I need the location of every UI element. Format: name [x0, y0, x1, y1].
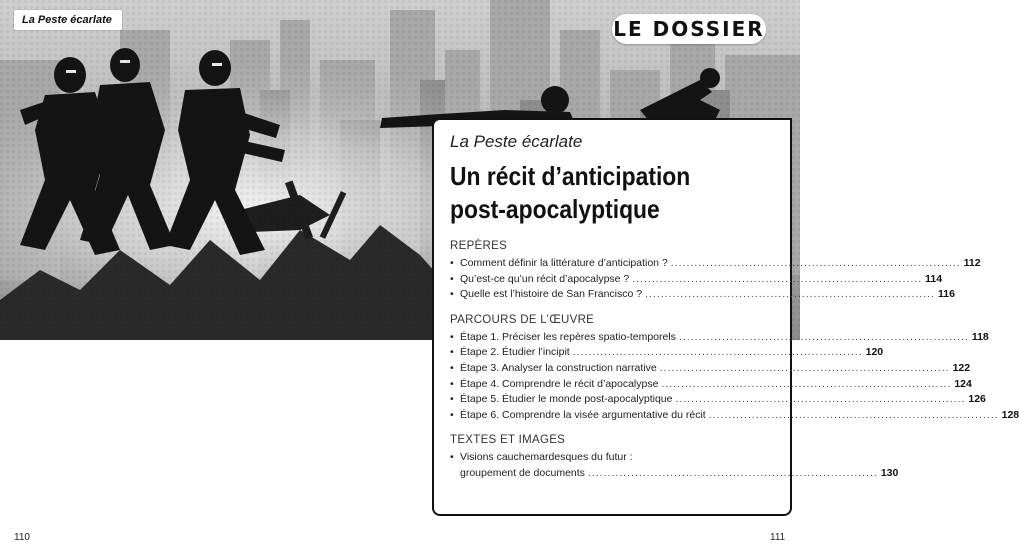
toc-item-page: 116	[937, 288, 955, 301]
section-heading: REPÈRES	[450, 240, 508, 252]
dot-leader: ..........................................................................	[632, 272, 923, 285]
bullet-icon: •	[450, 257, 454, 269]
toc-item-page: 118	[971, 330, 989, 343]
bullet-icon: •	[450, 377, 454, 390]
bullet-icon: •	[450, 361, 454, 374]
dot-leader: ..........................................................................	[670, 257, 961, 269]
dot-leader: ..........................................................................	[645, 288, 935, 301]
panel-title-line-1: Un récit d’anticipation	[450, 161, 691, 191]
section-parcours	[450, 313, 1019, 424]
toc-item-label: Étape 5. Étudier le monde post-apocalyptique	[460, 393, 673, 406]
bullet-icon: •	[450, 408, 454, 421]
toc-item[interactable]	[450, 256, 981, 272]
dot-leader: ..........................................................................	[708, 408, 999, 421]
toc-item[interactable]	[450, 345, 884, 361]
dot-leader: ..........................................................................	[661, 377, 952, 390]
toc-item-label: Étape 4. Comprendre le récit d’apocalypse	[460, 377, 659, 390]
book-title-tag: La Peste écarlate	[14, 10, 122, 30]
section-reperes	[450, 240, 981, 303]
panel-subtitle: La Peste écarlate	[450, 132, 583, 151]
section-textes-images	[450, 434, 899, 481]
toc-item[interactable]	[450, 272, 943, 288]
bullet-icon: •	[450, 393, 454, 406]
bullet-icon: •	[450, 330, 454, 343]
toc-item-label: Qu’est-ce qu’un récit d’apocalypse ?	[460, 272, 630, 285]
toc-item-page: 112	[963, 257, 981, 269]
toc-item-page: 130	[880, 466, 899, 479]
dot-leader: ..........................................................................	[675, 393, 966, 406]
bullet-icon: •	[450, 288, 454, 301]
summary-panel	[432, 118, 1019, 516]
bullet-icon: •	[450, 451, 454, 464]
toc-item[interactable]	[450, 450, 780, 466]
dot-leader: ..........................................................................	[587, 466, 878, 479]
toc-item-continuation[interactable]	[450, 466, 899, 482]
panel-title	[450, 160, 740, 226]
page-number-right: 111	[770, 532, 786, 543]
toc-item-label: Comment définir la littérature d’anticipation ?	[460, 257, 668, 269]
toc-item-label: Quelle est l’histoire de San Francisco ?	[460, 288, 643, 301]
toc-item-label: groupement de documents	[460, 466, 585, 479]
toc-item-label: Visions cauchemardesques du futur :	[460, 451, 633, 464]
dot-leader: ..........................................................................	[572, 346, 863, 359]
toc-item-label: Étape 3. Analyser la construction narrative	[460, 361, 657, 374]
toc-item-page: 122	[952, 361, 971, 374]
toc-item-page: 124	[954, 377, 972, 390]
section-heading: PARCOURS DE L’ŒUVRE	[450, 313, 595, 326]
toc-item[interactable]	[450, 330, 989, 346]
toc-item-page: 114	[925, 272, 943, 285]
toc-item-page: 120	[865, 346, 884, 359]
toc-item[interactable]	[450, 361, 971, 377]
toc-item[interactable]	[450, 377, 972, 393]
bullet-icon: •	[450, 346, 454, 359]
toc-item[interactable]	[450, 408, 1019, 424]
panel-title-line-2: post-apocalyptique	[450, 194, 660, 224]
page-number-left: 110	[14, 532, 30, 543]
toc-item-page: 126	[968, 393, 986, 406]
toc-item[interactable]	[450, 392, 986, 408]
toc-item[interactable]	[450, 287, 955, 303]
bullet-icon: •	[450, 272, 454, 285]
toc-item-page: 128	[1001, 408, 1019, 421]
section-heading: TEXTES ET IMAGES	[450, 434, 566, 447]
dossier-badge: LE DOSSIER	[612, 14, 766, 44]
toc-item-label: Étape 1. Préciser les repères spatio-temporels	[460, 330, 676, 343]
toc-item-label: Étape 6. Comprendre la visée argumentative du récit	[460, 408, 706, 421]
dot-leader: ..........................................................................	[659, 361, 950, 374]
toc-item-label: Étape 2. Étudier l’incipit	[460, 346, 570, 359]
dot-leader: ..........................................................................	[678, 330, 969, 343]
